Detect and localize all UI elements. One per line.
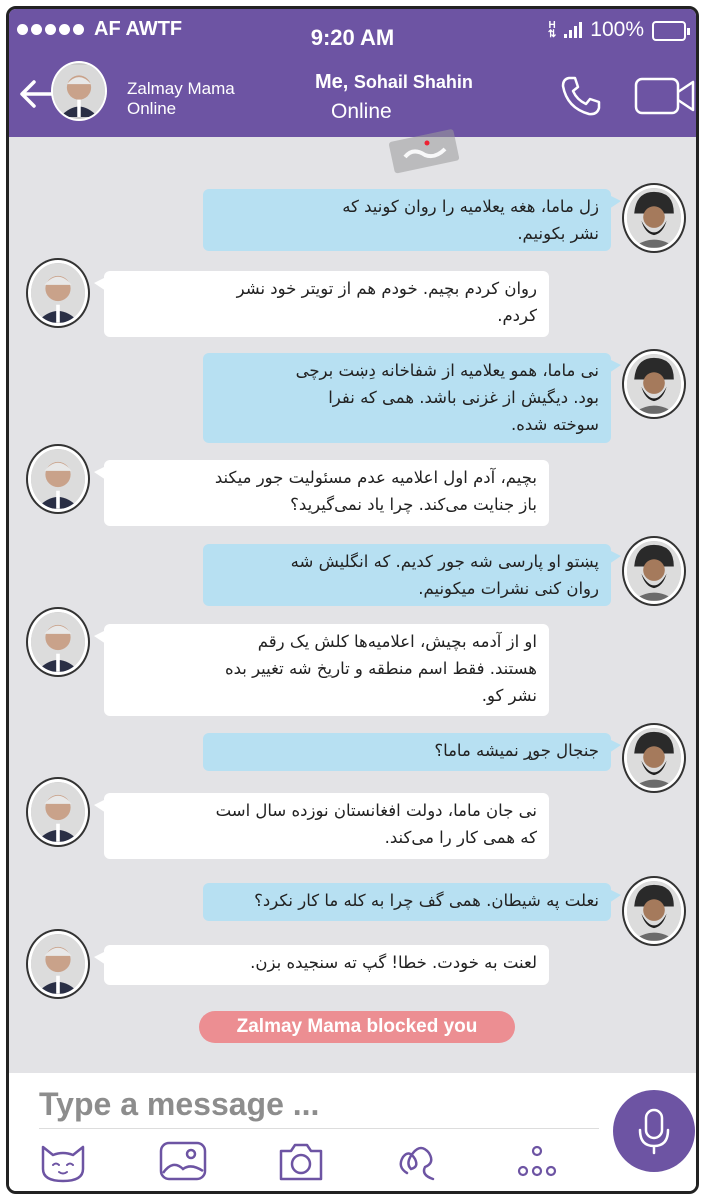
- message-line: که همی کار را می‌کند.: [384, 828, 537, 847]
- network-type: H ⇅: [547, 20, 557, 40]
- contact-avatar[interactable]: [28, 931, 88, 997]
- message-line: هستند. فقط اسم منطقه و تاریخ شه تغییر بده: [224, 659, 537, 678]
- chat-title: [315, 71, 473, 94]
- message-received[interactable]: [104, 271, 549, 337]
- message-sent[interactable]: [203, 189, 611, 251]
- message-line: باز جنایت می‌کند. چرا یاد نمی‌گیرید؟: [290, 495, 537, 514]
- message-line: نی جان ماما، دولت افغانستان نوزده سال است: [215, 801, 537, 820]
- message-line: روان کنی نشرات میکونیم.: [418, 579, 599, 598]
- watermark-logo: [383, 127, 467, 179]
- phone-call-icon[interactable]: [557, 72, 605, 120]
- message-received[interactable]: [104, 460, 549, 526]
- sticker-cat-icon[interactable]: [37, 1137, 89, 1185]
- message-input[interactable]: [39, 1081, 599, 1129]
- title-name: Sohail Shahin: [353, 72, 473, 92]
- contact-avatar[interactable]: [28, 779, 88, 845]
- message-sent[interactable]: [203, 353, 611, 443]
- message-sent[interactable]: [203, 883, 611, 921]
- message-line: نعلت په شیطان. همی گف چرا به کله ما کار نکرد؟: [254, 891, 599, 910]
- contact-avatar[interactable]: [28, 609, 88, 675]
- gallery-icon[interactable]: [157, 1137, 209, 1185]
- my-avatar[interactable]: [624, 725, 684, 791]
- contact-info[interactable]: [127, 79, 235, 119]
- my-avatar[interactable]: [624, 878, 684, 944]
- message-sent[interactable]: [203, 544, 611, 606]
- contact-status: Online: [127, 99, 177, 118]
- carrier-name: AF AWTF: [94, 18, 183, 40]
- composer-bar: [9, 1073, 696, 1194]
- message-line: نشر کو.: [481, 686, 537, 705]
- chat-title-status: Online: [331, 100, 392, 123]
- message-line: پښتو او پارسی شه جور کدیم. که انگلیش شه: [290, 552, 599, 571]
- my-avatar[interactable]: [624, 538, 684, 604]
- back-arrow-icon[interactable]: [19, 79, 55, 109]
- more-options-icon[interactable]: [511, 1137, 563, 1185]
- message-line: او از آدمه بچیش، اعلامیه‌ها کلش یک رقم: [257, 632, 537, 651]
- chat-header: [9, 57, 696, 137]
- status-bar: [9, 9, 696, 57]
- message-received[interactable]: [104, 945, 549, 985]
- message-line: نی ماما، همو یعلامیه از شفاخانه دِښت برچی: [295, 361, 599, 380]
- microphone-icon: [613, 1090, 695, 1172]
- message-received[interactable]: [104, 793, 549, 859]
- message-line: کردم.: [497, 306, 537, 325]
- message-line: روان کردم بچیم. خودم هم از تویتر خود نشر: [236, 279, 537, 298]
- contact-avatar[interactable]: [28, 260, 88, 326]
- message-line: لعنت به خودت. خطا! گپ ته سنجیده بزن.: [250, 953, 537, 972]
- signal-bars-icon: [564, 22, 582, 38]
- title-prefix: Me,: [315, 71, 349, 93]
- message-sent[interactable]: [203, 733, 611, 771]
- camera-icon[interactable]: [275, 1137, 327, 1185]
- contact-avatar[interactable]: [51, 61, 107, 121]
- message-line: جنجال جوړ نمیشه ماما؟: [434, 741, 599, 760]
- message-line: نشر بکونیم.: [517, 224, 599, 243]
- message-line: زل ماما، هغه یعلامیه را روان کونید که: [342, 197, 599, 216]
- clock: 9:20 AM: [310, 25, 395, 50]
- message-line: سوخته شده.: [511, 415, 599, 434]
- contact-name: Zalmay Mama: [127, 79, 235, 98]
- contact-avatar[interactable]: [28, 446, 88, 512]
- message-line: بچیم، آدم اول اعلامیه عدم مسئولیت جور میکند: [214, 468, 537, 487]
- message-line: بود. دیگیش از غزنی باشد. همی که نفرا: [328, 388, 599, 407]
- doodle-icon[interactable]: [393, 1137, 445, 1185]
- blocked-notice: Zalmay Mama blocked you: [199, 1011, 515, 1043]
- chat-screen: [6, 6, 699, 1194]
- mic-button[interactable]: [613, 1090, 695, 1172]
- status-right: [548, 18, 644, 42]
- my-avatar[interactable]: [624, 351, 684, 417]
- message-received[interactable]: [104, 624, 549, 716]
- my-avatar[interactable]: [624, 185, 684, 251]
- battery-percent: 100%: [590, 18, 644, 41]
- battery-icon: [652, 21, 686, 41]
- video-call-icon[interactable]: [633, 75, 697, 117]
